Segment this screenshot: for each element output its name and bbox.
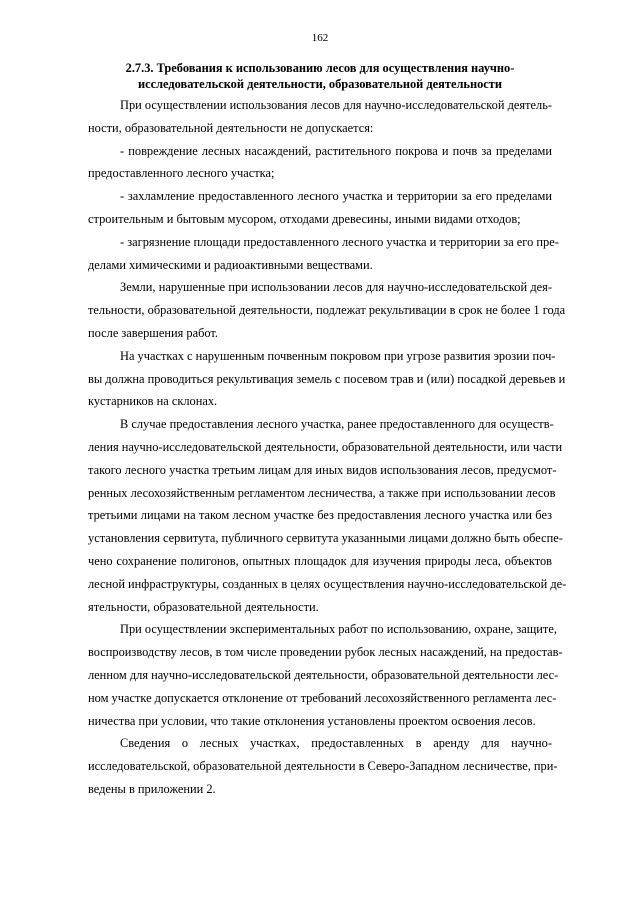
paragraph-line: ления научно-исследовательской деятельности, образовательной деятельности, или части bbox=[88, 439, 563, 454]
paragraph-line: - загрязнение площади предоставленного лесного участка и территории за его пре- bbox=[120, 234, 559, 249]
paragraph-line: Земли, нарушенные при использовании лесов для научно-исследовательской дея- bbox=[120, 280, 552, 295]
paragraph bbox=[88, 231, 559, 277]
paragraph-line: Сведения о лесных участках, предоставленных в аренду для научно- bbox=[120, 736, 552, 751]
paragraph-line: предоставленного лесного участка; bbox=[88, 166, 275, 181]
paragraph-line: ведены в приложении 2. bbox=[88, 781, 216, 796]
paragraph-line: тельности, образовательной деятельности, подлежат рекультивации в срок не более 1 года bbox=[88, 303, 566, 318]
paragraph-line: вы должна проводиться рекультивация земель с посевом трав и (или) посадкой деревьев и bbox=[88, 371, 566, 386]
paragraph-line: ятельности, образовательной деятельности. bbox=[88, 599, 319, 614]
paragraph bbox=[88, 185, 552, 231]
paragraph-line: исследовательской, образовательной деятельности в Северо-Западном лесничестве, при- bbox=[88, 759, 558, 774]
paragraph-line: третьими лицами на таком лесном участке без предоставления лесного участка или без bbox=[88, 508, 552, 523]
page-number: 162 bbox=[311, 32, 329, 44]
paragraph-line: При осуществлении использования лесов для научно-исследовательской деятель- bbox=[120, 98, 552, 112]
paragraph-line: ленном для научно-исследовательской деятельности, образовательной деятельности лес- bbox=[88, 667, 559, 682]
body-text bbox=[88, 94, 567, 801]
paragraph-line: При осуществлении экспериментальных работ по использованию, охране, защите, bbox=[120, 622, 557, 637]
paragraph bbox=[88, 94, 552, 140]
paragraph bbox=[88, 732, 558, 800]
paragraph bbox=[88, 276, 566, 344]
paragraph bbox=[88, 413, 567, 618]
section-heading-line-1: 2.7.3. Требования к использованию лесов для осуществления научно- bbox=[125, 61, 515, 75]
paragraph-line: такого лесного участка третьим лицам для иных видов использования лесов, предусмот- bbox=[88, 462, 557, 477]
paragraph-line: воспроизводству лесов, в том числе проведении рубок лесных насаждений, на предостав- bbox=[88, 645, 563, 660]
paragraph-line: после завершения работ. bbox=[88, 325, 218, 340]
paragraph-line: чено сохранение полигонов, опытных площадок для изучения природы леса, объектов bbox=[88, 553, 552, 568]
paragraph-line: делами химическими и радиоактивными веществами. bbox=[88, 257, 373, 272]
paragraph-line: установления сервитута, публичного сервитута указанными лицами должно быть обеспе- bbox=[88, 531, 563, 546]
section-heading-line-2: исследовательской деятельности, образовательной деятельности bbox=[137, 77, 503, 91]
paragraph-line: На участках с нарушенным почвенным покровом при угрозе развития эрозии поч- bbox=[120, 348, 556, 363]
paragraph-line: строительным и бытовым мусором, отходами древесины, иными видами отходов; bbox=[88, 211, 521, 226]
paragraph-line: ренных лесохозяйственным регламентом лесничества, а также при использовании лесов bbox=[88, 485, 556, 500]
paragraph bbox=[88, 140, 552, 186]
paragraph-line: ности, образовательной деятельности не допускается: bbox=[88, 120, 374, 135]
paragraph bbox=[88, 345, 566, 413]
paragraph bbox=[88, 618, 563, 732]
paragraph-line: лесной инфраструктуры, созданных в целях осуществления научно-исследовательской де- bbox=[88, 576, 567, 591]
paragraph-line: кустарников на склонах. bbox=[88, 394, 218, 409]
paragraph-line: - захламление предоставленного лесного участка и территории за его пределами bbox=[120, 189, 552, 204]
paragraph-line: ничества при условии, что такие отклонения установлены проектом освоения лесов. bbox=[88, 713, 536, 728]
paragraph-line: - повреждение лесных насаждений, растительного покрова и почв за пределами bbox=[120, 143, 552, 158]
paragraph-line: ном участке допускается отклонение от требований лесохозяйственного регламента лес- bbox=[88, 690, 557, 705]
paragraph-line: В случае предоставления лесного участка, ранее предоставленного для осуществ- bbox=[120, 417, 554, 432]
section-heading bbox=[88, 60, 552, 92]
